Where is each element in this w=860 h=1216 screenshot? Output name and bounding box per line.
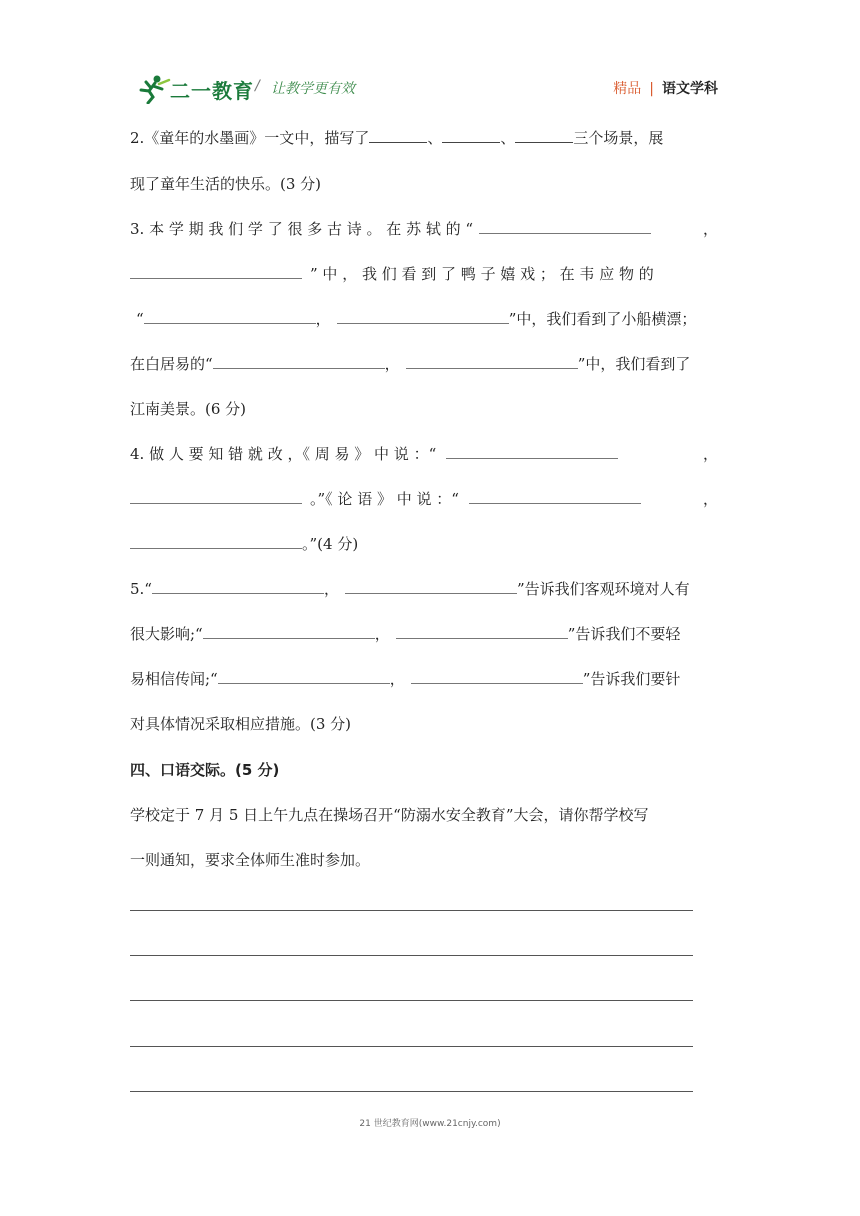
q4-line-1 [130,442,730,466]
q5-line-3 [130,667,730,691]
writing-line[interactable] [130,910,693,911]
q2-line-1 [130,126,730,150]
answer-blank[interactable] [213,352,385,369]
q5-line-4: 对具体情况采取相应措施。(3 分) [130,715,352,733]
writing-line[interactable] [130,955,693,956]
tag-divider: | [649,81,654,97]
answer-blank[interactable] [203,622,375,639]
q3-text: 在白居易的“ [130,355,213,373]
q4-text: 4. 做 人 要 知 错 就 改 ，《 周 易 》 中 说 ：“ [130,445,437,463]
brand-name: 二一教育 [170,79,254,103]
q5-line-1 [130,577,730,601]
q3-line-1 [130,217,730,241]
q3-quote: “ [136,310,144,328]
q4-text: 。”(4 分) [302,535,359,553]
q4-comma: ， [702,445,718,463]
q3-line-3 [130,307,730,331]
q3-comma: ， [384,355,400,373]
q5-text: 5.“ [130,580,152,598]
answer-blank[interactable] [337,307,509,324]
q2-line-2: 现了童年生活的快乐。(3 分) [130,175,322,193]
q5-text: 很大影响;“ [130,625,203,643]
runner-logo-icon [135,74,171,104]
q3-line-4 [130,352,730,376]
q5-comma: ， [374,625,390,643]
answer-blank[interactable] [442,126,500,143]
answer-blank[interactable] [515,126,573,143]
q3-comma: ， [315,310,331,328]
writing-line[interactable] [130,1091,693,1092]
q3-line-2 [130,262,730,286]
q3-text: ”中，我们看到了 [577,355,691,373]
q2-text: 三个场景，展 [573,129,664,147]
q5-comma: ， [389,670,405,688]
answer-blank[interactable] [152,577,324,594]
answer-blank[interactable] [218,667,390,684]
writing-line[interactable] [130,1046,693,1047]
answer-blank[interactable] [411,667,583,684]
page-header [130,66,730,110]
q2-sep: 、 [500,129,516,147]
answer-blank[interactable] [130,262,302,279]
q3-line-5: 江南美景。(6 分) [130,400,247,418]
q5-comma: ， [323,580,339,598]
slogan: 让教学更有效 [271,81,355,97]
q5-text: ”告诉我们不要轻 [567,625,681,643]
q4-text: 。”《 论 语 》 中 说 ：“ [310,490,459,508]
answer-blank[interactable] [130,487,302,504]
quality-label: 精品 [613,81,642,97]
subject-label: 语文学科 [662,81,718,97]
q5-text: ”告诉我们要针 [582,670,681,688]
q3-text: ” 中 ， 我 们 看 到 了 鸭 子 嬉 戏 ； 在 韦 应 物 的 [310,265,654,283]
q2-text: 2.《童年的水墨画》一文中，描写了 [130,129,370,147]
answer-blank[interactable] [130,532,302,549]
q3-text: ”中，我们看到了小船横漂； [508,310,697,328]
answer-blank[interactable] [469,487,641,504]
page-footer: 21 世纪教育网(www.21cnjy.com) [359,1119,501,1129]
answer-blank[interactable] [144,307,316,324]
q3-comma: ， [702,220,718,238]
answer-blank[interactable] [446,442,618,459]
q4-line-2 [130,487,730,511]
section-4-paragraph-1: 学校定于 7 月 5 日上午九点在操场召开“防溺水安全教育”大会，请你帮学校写 [130,806,649,824]
q4-comma: ， [702,490,718,508]
answer-blank[interactable] [406,352,578,369]
answer-blank[interactable] [345,577,517,594]
writing-line[interactable] [130,1000,693,1001]
q5-text: ”告诉我们客观环境对人有 [517,580,690,598]
answer-blank[interactable] [479,217,651,234]
q5-text: 易相信传闻;“ [130,670,218,688]
q2-sep: 、 [427,129,443,147]
answer-blank[interactable] [369,126,427,143]
q5-line-2 [130,622,730,646]
subject-tag [613,78,718,98]
q3-text: 3. 本 学 期 我 们 学 了 很 多 古 诗 。 在 苏 轼 的 “ [130,220,474,238]
section-4-title: 四、口语交际。(5 分) [130,761,280,779]
answer-blank[interactable] [396,622,568,639]
slogan-separator: / [255,78,260,94]
section-4-paragraph-2: 一则通知，要求全体师生准时参加。 [130,851,371,869]
q4-line-3 [130,532,730,556]
